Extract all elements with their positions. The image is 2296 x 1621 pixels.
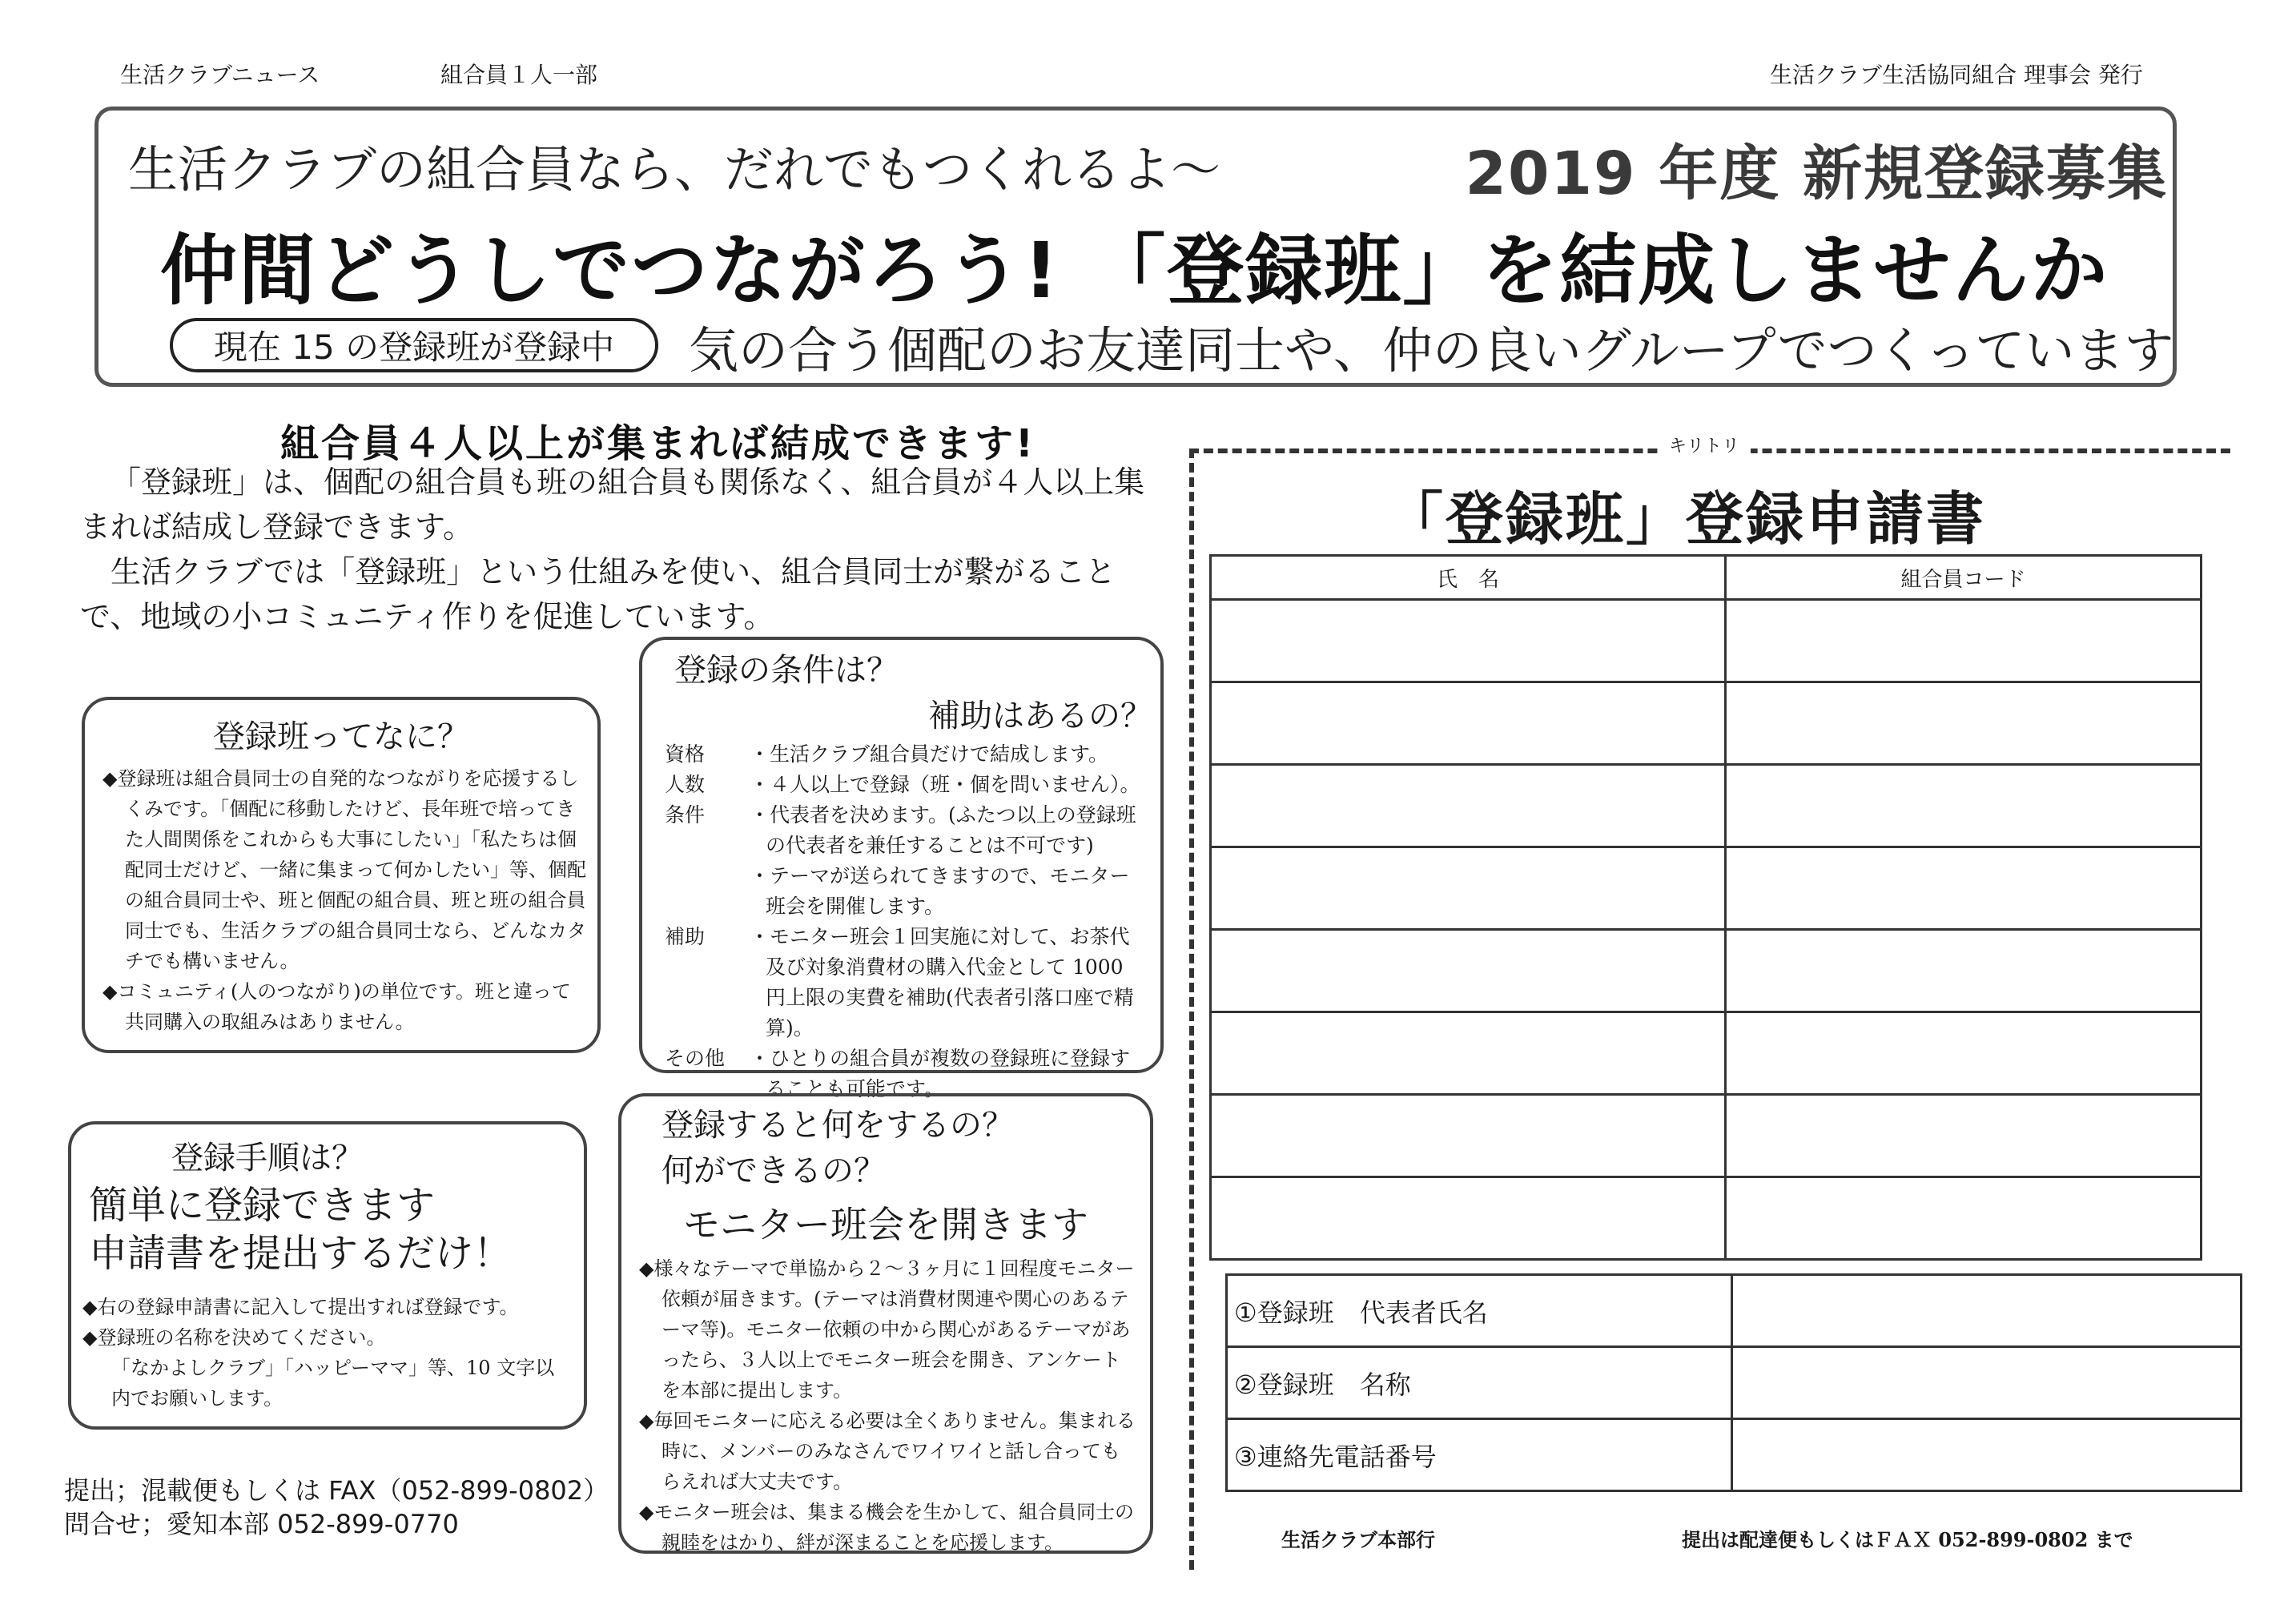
info-row [1227, 1347, 2242, 1419]
submit-line: 提出；混載便もしくは FAX（052-899-0802） [64, 1475, 609, 1506]
what-is-bullet-2: ◆コミュニティ(人のつながり)の単位です。班と違って共同購入の取組みはありません。 [103, 980, 571, 1033]
condition-key: 補助 [665, 925, 706, 948]
activity-bullet-3: ◆モニター班会は、集まる機会を生かして、組合員同士の親睦をはかり、絆が深まることを応援します。 [639, 1501, 1134, 1554]
activity-big: モニター班会を開きます [683, 1203, 1088, 1246]
what-is-title: 登録班ってなに？ [213, 718, 469, 755]
member-row [1211, 682, 2202, 765]
subsidy-title: 補助はあるの？ [928, 698, 1152, 734]
col-name-header: 氏 名 [1211, 556, 1726, 600]
steps-big-2: 申請書を提出するだけ！ [89, 1231, 513, 1276]
banner-tagline: 気の合う個配のお友達同士や、仲の良いグループでつくっています [689, 321, 2174, 380]
member-table [1209, 554, 2202, 1261]
condition-row [665, 861, 1149, 922]
group-info-table [1225, 1273, 2242, 1492]
condition-value: ・テーマが送られてきますので、モニター班会を開催します。 [750, 864, 1130, 918]
member-code-cell[interactable] [1726, 682, 2202, 765]
steps-bullet-2: ◆登録班の名称を決めてください。 [82, 1326, 386, 1349]
condition-value: ・生活クラブ組合員だけで結成します。 [750, 742, 1109, 766]
condition-value: ・モニター班会１回実施に対して、お茶代及び対象消費材の購入代金として 1000 円上限の実費を補助(代表者引落口座で精算)。 [750, 925, 1134, 1040]
activity-title-2: 何ができるの？ [661, 1152, 886, 1189]
condition-row [665, 800, 1149, 861]
registered-count-pill [170, 318, 658, 372]
intro-paragraph-1: 「登録班」は、個配の組合員も班の組合員も関係なく、組合員が４人以上集まれば結成し登録できます。 [80, 465, 1145, 545]
condition-key: 人数 [665, 773, 706, 796]
member-name-cell[interactable] [1211, 1177, 1726, 1260]
group-name-label: ②登録班 名称 [1227, 1347, 1732, 1419]
member-code-cell[interactable] [1726, 847, 2202, 930]
publisher-note: 生活クラブ生活協同組合 理事会 発行 [1770, 62, 2143, 88]
member-name-cell[interactable] [1211, 765, 1726, 847]
member-row [1211, 1012, 2202, 1095]
member-name-cell[interactable] [1211, 682, 1726, 765]
form-submit-note: 提出は配達便もしくはＦＡＸ 052-899-0802 まで [1682, 1528, 2133, 1551]
info-row [1227, 1419, 2242, 1491]
activity-box [618, 1093, 1153, 1554]
condition-key: 条件 [665, 803, 706, 827]
member-code-cell[interactable] [1726, 930, 2202, 1012]
steps-bullet-1: ◆右の登録申請書に記入して提出すれば登録です。 [82, 1296, 519, 1318]
group-name-field[interactable] [1732, 1347, 2242, 1419]
condition-row [665, 770, 1149, 800]
steps-big-1: 簡単に登録できます [89, 1183, 436, 1228]
activity-bullet-2: ◆毎回モニターに応える必要は全くありません。集まれる時に、メンバーのみなさんでワイワイと話し合ってもらえれば大丈夫です。 [639, 1410, 1136, 1493]
steps-bullet-3: 「なかよしクラブ」「ハッピーママ」等、10 文字以内でお願いします。 [111, 1357, 555, 1410]
condition-key: 資格 [665, 742, 706, 766]
member-code-cell[interactable] [1726, 1177, 2202, 1260]
member-code-cell[interactable] [1726, 600, 2202, 682]
form-addressee: 生活クラブ本部行 [1281, 1528, 1435, 1551]
member-name-cell[interactable] [1211, 847, 1726, 930]
submit-info [64, 1474, 609, 1541]
registered-count-text: 現在 15 の登録班が登録中 [213, 328, 615, 367]
form-title: 「登録班」登録申請書 [1385, 485, 1987, 553]
activity-title-1: 登録すると何をするの？ [661, 1107, 1014, 1144]
newsletter-name: 生活クラブニュース [120, 62, 320, 88]
cut-here-label: キリトリ [1658, 432, 1751, 457]
phone-field[interactable] [1732, 1419, 2242, 1491]
member-code-cell[interactable] [1726, 1095, 2202, 1177]
member-row [1211, 847, 2202, 930]
banner-year-label: 2019 年度 新規登録募集 [1465, 139, 2168, 208]
conditions-title: 登録の条件は？ [674, 652, 899, 689]
steps-title: 登録手順は？ [171, 1140, 364, 1177]
condition-value: ・４人以上で登録（班・個を問いません）。 [750, 773, 1140, 796]
condition-key: その他 [665, 1047, 726, 1070]
member-name-cell[interactable] [1211, 930, 1726, 1012]
conditions-box [639, 637, 1164, 1100]
section-title: 組合員４人以上が集まれば結成できます! [280, 421, 1035, 466]
member-name-cell[interactable] [1211, 600, 1726, 682]
condition-row [665, 739, 1149, 770]
distribution-note: 組合員１人一部 [440, 62, 598, 88]
what-is-bullet-1: ◆登録班は組合員同士の自発的なつながりを応援するしくみです。「個配に移動したけど、長年班で培ってきた人間関係をこれからも大事にしたい」「私たちは個配同士だけど、一緒に集まって何かしたい」等、個配の組合員同士や、班と個配の組合員、班と班の組合員同士でも、生活クラブの組合員同士なら、どんなカタチでも構いません。 [103, 767, 586, 972]
phone-label: ③連絡先電話番号 [1227, 1419, 1732, 1491]
info-row [1227, 1275, 2242, 1347]
activity-bullet-1: ◆様々なテーマで単協から２～３ヶ月に１回程度モニター依頼が届きます。(テーマは消費材関連や関心のあるテーマ等)。モニター依頼の中から関心があるテーマがあったら、３人以上でモニター班会を開き、アンケートを本部に提出します。 [639, 1257, 1135, 1402]
steps-box [68, 1121, 587, 1430]
condition-value: ・代表者を決めます。(ふたつ以上の登録班の代表者を兼任することは不可です) [750, 803, 1136, 857]
what-is-box [82, 697, 601, 1053]
representative-field[interactable] [1732, 1275, 2242, 1347]
member-row [1211, 600, 2202, 682]
representative-label: ①登録班 代表者氏名 [1227, 1275, 1732, 1347]
banner-subtitle: 生活クラブの組合員なら、だれでもつくれるよ～ [128, 140, 1221, 199]
condition-key [665, 861, 745, 922]
intro-paragraph-2: 生活クラブでは「登録班」という仕組みを使い、組合員同士が繋がることで、地域の小コミュニティ作りを促進しています。 [80, 554, 1116, 634]
member-row [1211, 1095, 2202, 1177]
member-code-cell[interactable] [1726, 1012, 2202, 1095]
member-name-cell[interactable] [1211, 1095, 1726, 1177]
member-code-cell[interactable] [1726, 765, 2202, 847]
intro-text [80, 460, 1169, 639]
member-row [1211, 930, 2202, 1012]
condition-value: ・ひとりの組合員が複数の登録班に登録することも可能です。 [750, 1047, 1131, 1100]
member-row [1211, 765, 2202, 847]
contact-line: 問合せ；愛知本部 052-899-0770 [64, 1509, 459, 1539]
col-code-header: 組合員コード [1726, 556, 2202, 600]
banner-headline: 仲間どうしでつながろう! 「登録班」を結成しませんか [160, 226, 2109, 316]
member-name-cell[interactable] [1211, 1012, 1726, 1095]
cut-line-left [1189, 448, 1194, 1570]
member-row [1211, 1177, 2202, 1260]
condition-row [665, 922, 1149, 1044]
